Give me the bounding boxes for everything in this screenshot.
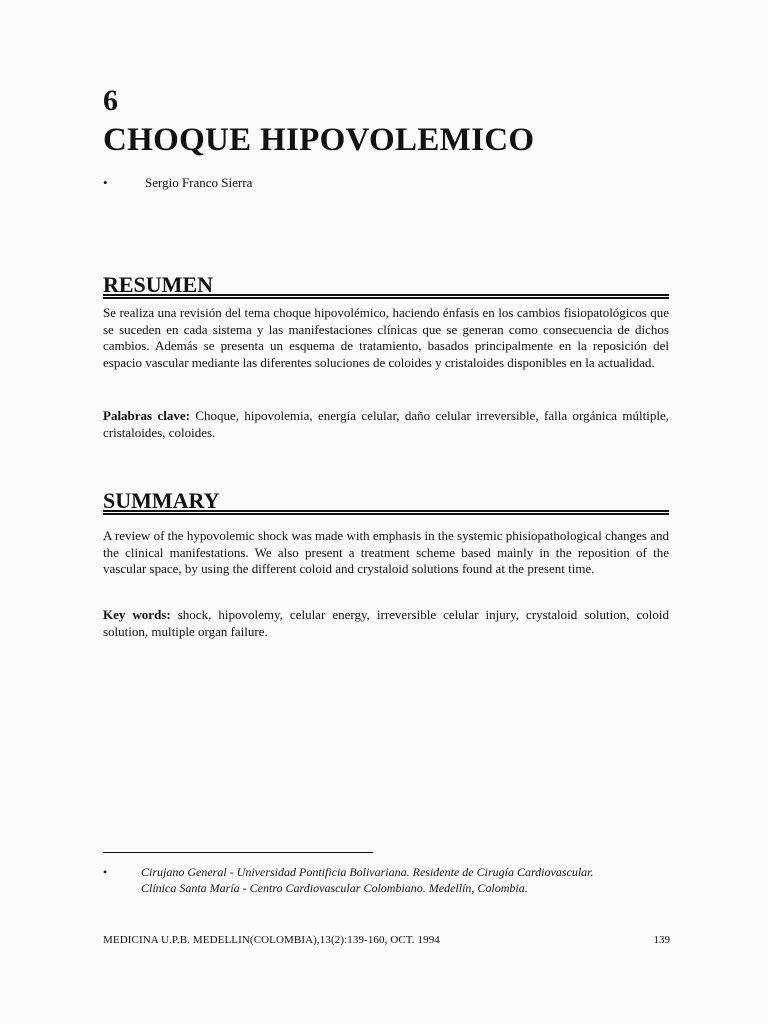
resumen-rule — [103, 294, 669, 299]
footnote-rule — [103, 852, 373, 853]
summary-keywords — [103, 607, 669, 640]
resumen-abstract: Se realiza una revisión del tema choque hipovolémico, haciendo énfasis en los cambios fisiopatológicos que se suceden en cada sistema y las manifestaciones clínicas que se generan como consecuencia de dichos cambios. Además se presenta un esquema de tratamiento, basados principalmente en la reposición del espacio vascular mediante las diferentes soluciones de coloides y cristaloides disponibles en la actualidad. — [103, 305, 669, 370]
resumen-heading: RESUMEN — [103, 272, 214, 297]
summary-abstract: A review of the hypovolemic shock was made with emphasis in the systemic phisiopathological changes and the clinical manifestations. We also present a treatment scheme based mainly in the reposition of the vascular space, by using the different coloid and crystaloid solutions found at the present time. — [103, 528, 669, 577]
resumen-keywords-text: Choque, hipovolemia, energía celular, daño celular irreversible, falla orgánica múltiple, cristaloides, coloides. — [103, 408, 669, 440]
journal-citation: MEDICINA U.P.B. MEDELLIN(COLOMBIA),13(2):139-160, OCT. 1994 — [103, 934, 440, 946]
author-footnote — [103, 864, 673, 896]
footnote-line-2: Clínica Santa María - Centro Cardiovascular Colombiano. Medellín, Colombia. — [141, 881, 528, 895]
page-number: 139 — [653, 934, 670, 946]
footnote-line-1: Cirujano General - Universidad Pontificia Bolivariana. Residente de Cirugía Cardiovascular. — [141, 865, 594, 879]
summary-keywords-label: Key words: — [103, 607, 171, 622]
chapter-number: 6 — [103, 84, 118, 117]
summary-rule — [103, 510, 669, 515]
resumen-keywords — [103, 408, 669, 441]
footnote-marker: • — [103, 865, 108, 879]
chapter-title: CHOQUE HIPOVOLEMICO — [103, 122, 535, 158]
author-footnote-marker: • — [103, 175, 108, 190]
author-name: Sergio Franco Sierra — [145, 175, 253, 190]
resumen-keywords-label: Palabras clave: — [103, 408, 190, 423]
summary-keywords-text: shock, hipovolemy, celular energy, irreversible celular injury, crystaloid solution, coloid solution, multiple organ failure. — [103, 607, 669, 639]
author-line — [103, 176, 252, 189]
summary-heading: SUMMARY — [103, 488, 220, 513]
